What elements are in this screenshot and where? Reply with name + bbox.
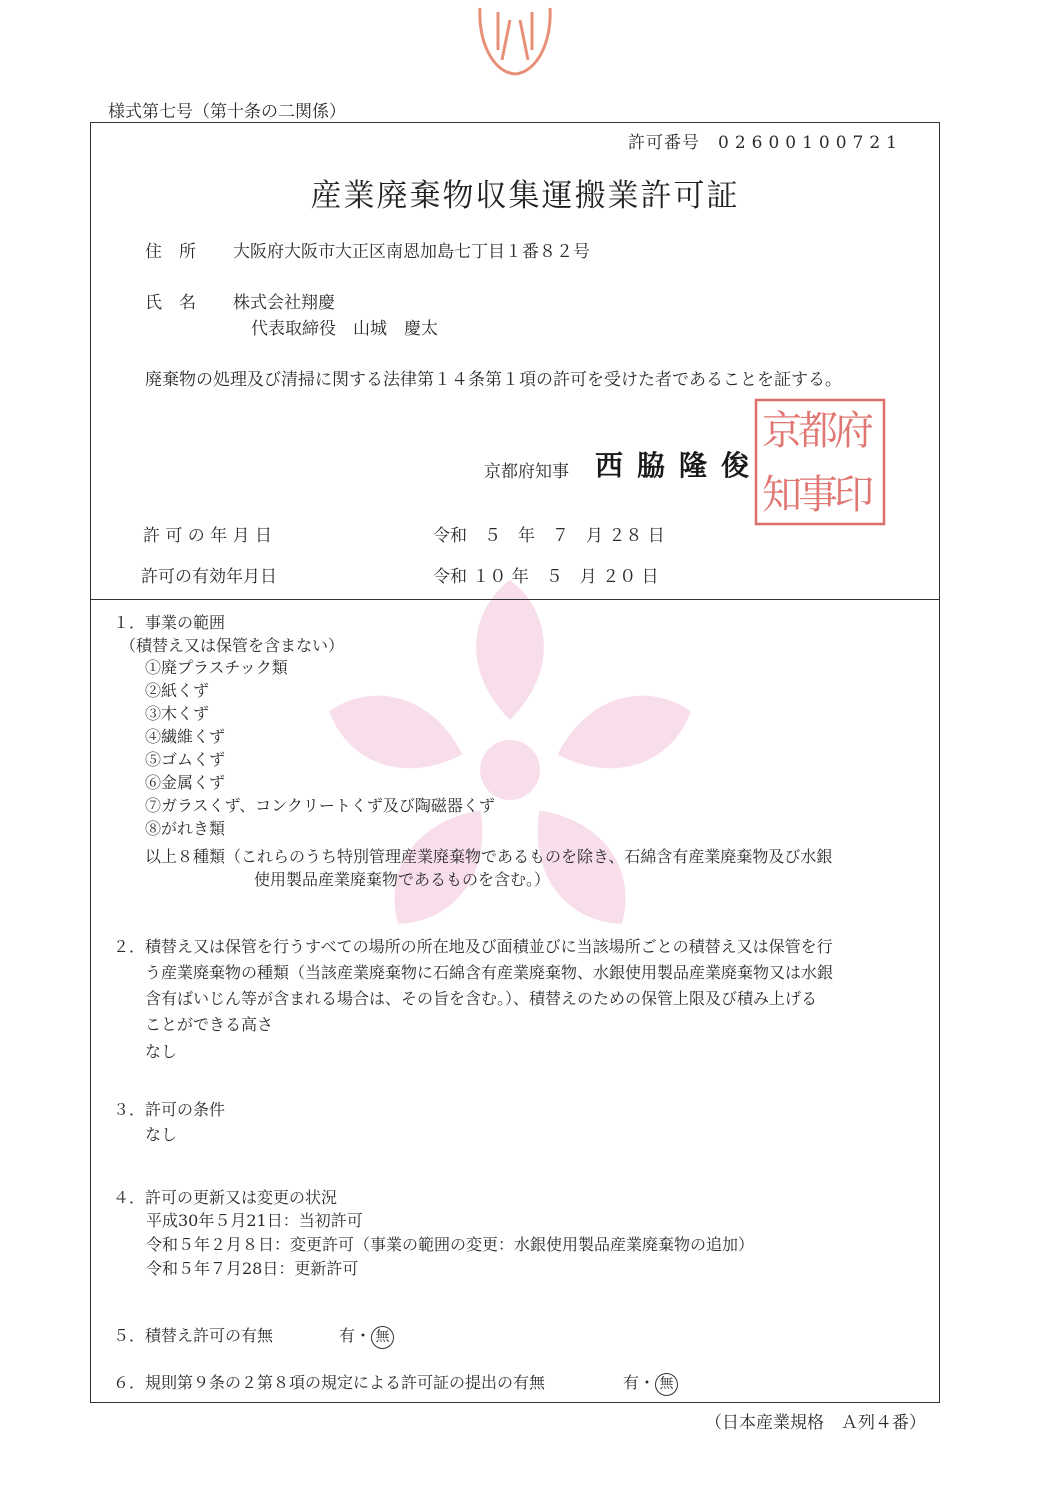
address-value: 大阪府大阪市大正区南恩加島七丁目１番８２号: [233, 242, 590, 262]
form-label: 様式第七号（第十条の二関係）: [108, 102, 346, 122]
list-item: ⑦ガラスくず、コンクリートくず及び陶磁器くず: [145, 796, 495, 815]
permit-number-label: 許可番号: [628, 133, 700, 153]
section2-value: なし: [145, 1042, 178, 1061]
svg-text:知: 知: [762, 472, 802, 518]
permit-number: [628, 128, 903, 153]
representative-name: 代表取締役 山城 慶太: [251, 319, 438, 339]
section2-line: ことができる高さ: [145, 1015, 274, 1034]
section6-heading: ６．規則第９条の２第８項の規定による許可証の提出の有無: [113, 1373, 546, 1392]
section6-selected-circled: 無: [655, 1373, 678, 1396]
svg-text:府: 府: [834, 408, 874, 454]
list-item: ②紙くず: [145, 681, 210, 700]
section5-selected-circled: 無: [371, 1326, 394, 1349]
section2-text: [113, 934, 833, 1038]
governor-title: 京都府知事: [484, 462, 569, 482]
svg-text:事: 事: [798, 472, 838, 518]
date-label-permit: 許 可 の 年 月 日: [143, 526, 273, 546]
section4-heading: ４．許可の更新又は変更の状況: [113, 1188, 338, 1207]
section2-line: 含有ばいじん等が含まれる場合は、その旨を含む。）、積替えのための保管上限及び積み上げる: [145, 989, 818, 1008]
section1-summary-2: 使用製品産業廃棄物であるものを含む。）: [254, 870, 551, 889]
official-seal: [752, 396, 888, 528]
section2-line: う産業廃棄物の種類（当該産業廃棄物に石綿含有産業廃棄物、水銀使用製品産業廃棄物又は水銀: [145, 963, 834, 982]
list-item: ④繊維くず: [145, 727, 226, 746]
section6-option-yes: 有・: [623, 1373, 656, 1392]
section3-value: なし: [145, 1125, 178, 1144]
section1-item-list: [145, 656, 495, 840]
name-label: 氏 名: [145, 293, 196, 313]
section-divider: [90, 599, 940, 600]
section3-heading: ３．許可の条件: [113, 1100, 226, 1119]
list-item: ⑥金属くず: [145, 773, 226, 792]
date-value-expiry: 令和 １０ 年 ５ 月 ２０ 日: [433, 567, 659, 587]
list-item: 令和５年７月28日：更新許可: [146, 1259, 359, 1278]
date-value-permit: 令和 ５ 年 ７ 月 ２８ 日: [433, 526, 665, 546]
top-partial-seal: [470, 0, 560, 80]
governor-name: 西脇隆俊: [595, 449, 764, 482]
page-title: 産業廃棄物収集運搬業許可証: [310, 178, 740, 214]
section6-options: [623, 1370, 678, 1396]
svg-text:京: 京: [762, 408, 802, 454]
section5-options: [339, 1323, 394, 1349]
list-item: 平成30年５月21日：当初許可: [146, 1211, 363, 1230]
svg-text:印: 印: [834, 472, 874, 518]
certification-text: 廃棄物の処理及び清掃に関する法律第１４条第１項の許可を受けた者であることを証する。: [145, 370, 842, 390]
section1-heading: １．事業の範囲: [113, 613, 226, 632]
svg-text:都: 都: [798, 408, 838, 454]
section4-entries: [146, 1209, 754, 1281]
section5-heading: ５．積替え許可の有無: [113, 1326, 274, 1345]
footer-paper-size: （日本産業規格 Ａ列４番）: [705, 1413, 926, 1433]
section1-note: （積替え又は保管を含まない）: [120, 636, 345, 655]
list-item: ⑤ゴムくず: [145, 750, 226, 769]
list-item: ③木くず: [145, 704, 210, 723]
section2-line: ２．積替え又は保管を行うすべての場所の所在地及び面積並びに当該場所ごとの積替え又は保管を行: [113, 937, 833, 956]
seal-stamp-icon: [752, 396, 888, 528]
company-name: 株式会社翔慶: [233, 293, 335, 313]
list-item: ⑧がれき類: [145, 819, 226, 838]
address-label: 住 所: [145, 242, 196, 262]
date-label-expiry: 許可の有効年月日: [141, 567, 277, 587]
list-item: 令和５年２月８日：変更許可（事業の範囲の変更：水銀使用製品産業廃棄物の追加）: [146, 1235, 755, 1254]
permit-number-value: 02600100721: [718, 133, 903, 153]
section5-option-yes: 有・: [339, 1326, 372, 1345]
section1-summary-1: 以上８種類（これらのうち特別管理産業廃棄物であるものを除き、石綿含有産業廃棄物及び水銀: [145, 847, 833, 866]
list-item: ①廃プラスチック類: [145, 658, 288, 677]
